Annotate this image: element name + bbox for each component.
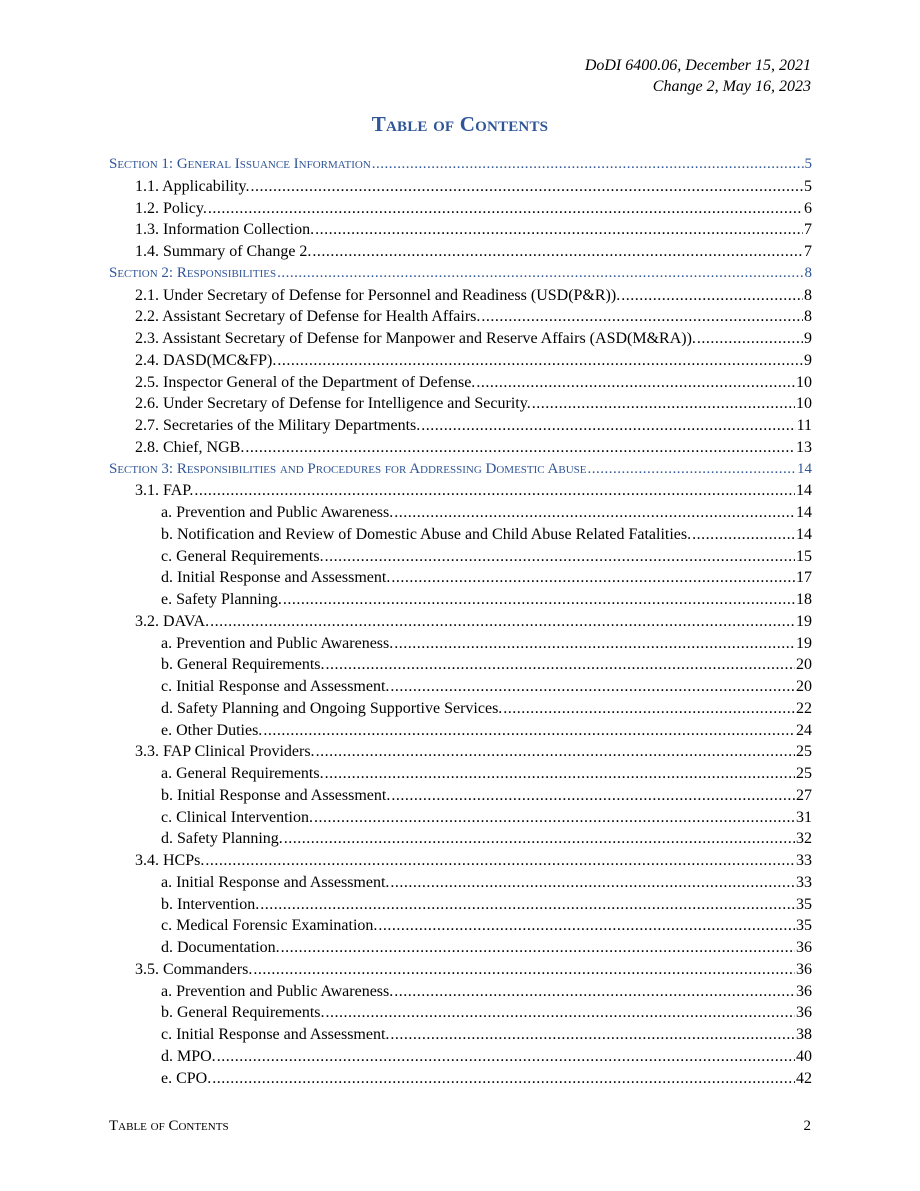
- toc-entry-label: 2.1. Under Secretary of Defense for Personnel and Readiness (USD(P&R)).: [135, 286, 621, 304]
- toc-entry-label: 1.3. Information Collection.: [135, 221, 315, 239]
- toc-entry-label: d. MPO.: [161, 1047, 216, 1065]
- toc-entry[interactable]: [109, 678, 812, 700]
- toc-entry-page: 19: [796, 612, 812, 630]
- toc-entry[interactable]: [109, 221, 812, 243]
- toc-section-entry[interactable]: [109, 461, 812, 483]
- toc-entry-page: 17: [796, 569, 812, 587]
- toc-section-entry[interactable]: [109, 156, 812, 178]
- toc-entry-page: 24: [796, 721, 812, 739]
- toc-leader-dots: [372, 156, 804, 173]
- toc-entry-label: d. Initial Response and Assessment.: [161, 569, 391, 587]
- toc-entry-label: b. Initial Response and Assessment.: [161, 786, 391, 804]
- toc-entry-page: 11: [796, 417, 812, 434]
- toc-entry-label: Section 2: Responsibilities: [109, 264, 277, 281]
- toc-leader-dots: [253, 961, 795, 979]
- toc-leader-dots: [621, 287, 803, 305]
- toc-entry-label: 2.2. Assistant Secretary of Defense for Health Affairs.: [135, 308, 481, 326]
- toc-entry-label: 1.1. Applicability.: [135, 177, 250, 195]
- toc-entry-label: b. General Requirements.: [161, 1004, 325, 1022]
- toc-leader-dots: [532, 395, 795, 413]
- toc-entry-page: 38: [796, 1026, 812, 1043]
- toc-entry-page: 32: [796, 830, 812, 848]
- footer-label: Table of Contents: [109, 1118, 229, 1134]
- toc-entry-page: 14: [796, 482, 812, 500]
- toc-entry-label: 1.2. Policy.: [135, 199, 207, 217]
- toc-leader-dots: [251, 178, 803, 196]
- toc-entry[interactable]: [109, 548, 812, 570]
- toc-entry[interactable]: [109, 939, 812, 961]
- toc-entry[interactable]: [109, 526, 812, 548]
- toc-entry-label: e. Other Duties.: [161, 721, 263, 739]
- toc-entry-page: 14: [796, 504, 812, 521]
- toc-entry-label: a. Prevention and Public Awareness.: [161, 982, 394, 1000]
- toc-leader-dots: [394, 504, 795, 522]
- toc-entry-page: 14: [797, 460, 812, 477]
- toc-entry[interactable]: [109, 787, 812, 809]
- toc-entry-label: e. Safety Planning.: [161, 591, 282, 608]
- toc-leader-dots: [312, 243, 803, 261]
- toc-entry-page: 15: [796, 547, 812, 565]
- toc-entry-page: 31: [796, 808, 812, 826]
- toc-entry-page: 8: [804, 264, 812, 281]
- toc-entry[interactable]: [109, 1004, 812, 1026]
- toc-leader-dots: [391, 569, 795, 587]
- toc-entry-label: a. Prevention and Public Awareness.: [161, 634, 394, 652]
- toc-entry-label: c. Clinical Intervention.: [161, 808, 313, 826]
- footer-page-number: 2: [803, 1118, 811, 1134]
- toc-leader-dots: [390, 1026, 795, 1044]
- toc-leader-dots: [212, 1070, 795, 1088]
- toc-section-entry[interactable]: [109, 265, 812, 287]
- toc-entry[interactable]: [109, 1070, 812, 1092]
- toc-entry-page: 5: [804, 177, 812, 195]
- page-title: Table of Contents: [371, 112, 549, 136]
- toc-leader-dots: [378, 917, 795, 935]
- toc-entry-label: Section 3: Responsibilities and Procedures for Addressing Domestic Abuse: [109, 460, 587, 477]
- toc-leader-dots: [588, 461, 796, 478]
- toc-entry-page: 6: [804, 199, 812, 217]
- toc-leader-dots: [260, 896, 795, 914]
- toc-entry-label: d. Documentation.: [161, 939, 280, 956]
- toc-entry-label: c. Initial Response and Assessment.: [161, 1026, 390, 1043]
- toc-entry[interactable]: [109, 178, 812, 200]
- toc-entry[interactable]: [109, 417, 812, 439]
- toc-leader-dots: [245, 439, 795, 457]
- toc-leader-dots: [421, 417, 795, 435]
- toc-entry[interactable]: [109, 809, 812, 831]
- toc-entry[interactable]: [109, 439, 812, 461]
- toc-entry-page: 8: [804, 308, 812, 326]
- toc-entry[interactable]: [109, 569, 812, 591]
- toc-entry-page: 13: [796, 438, 812, 456]
- toc-entry-label: c. Initial Response and Assessment.: [161, 678, 390, 695]
- toc-entry-page: 7: [804, 221, 812, 239]
- toc-entry[interactable]: [109, 961, 812, 983]
- toc-entry-page: 10: [796, 395, 812, 413]
- toc-leader-dots: [263, 722, 795, 740]
- toc-entry-page: 25: [796, 743, 812, 761]
- toc-entry[interactable]: [109, 591, 812, 613]
- toc-entry[interactable]: [109, 243, 812, 265]
- toc-entry[interactable]: [109, 1026, 812, 1048]
- toc-leader-dots: [283, 591, 795, 609]
- toc-entry-label: 3.1. FAP.: [135, 482, 194, 500]
- toc-leader-dots: [326, 1004, 796, 1022]
- toc-entry-page: 40: [796, 1047, 812, 1065]
- toc-entry-page: 9: [804, 330, 812, 347]
- toc-entry-page: 14: [796, 525, 812, 543]
- toc-leader-dots: [697, 330, 803, 348]
- toc-entry-page: 22: [796, 699, 812, 717]
- toc-entry-page: 35: [796, 917, 812, 935]
- header-change-date: Change 2, May 16, 2023: [652, 78, 811, 95]
- toc-entry[interactable]: [109, 635, 812, 657]
- toc-leader-dots: [277, 352, 803, 370]
- toc-leader-dots: [390, 874, 795, 892]
- toc-entry-label: 2.8. Chief, NGB.: [135, 438, 245, 456]
- toc-entry-label: e. CPO.: [161, 1069, 212, 1087]
- toc-entry[interactable]: [109, 656, 812, 678]
- toc-entry-page: 18: [796, 591, 812, 608]
- toc-entry[interactable]: [109, 852, 812, 874]
- toc-entry[interactable]: [109, 613, 812, 635]
- toc-leader-dots: [316, 743, 795, 761]
- toc-entry[interactable]: [109, 287, 812, 309]
- toc-entry[interactable]: [109, 504, 812, 526]
- toc-entry-label: 2.6. Under Secretary of Defense for Intelligence and Security.: [135, 395, 531, 413]
- toc-leader-dots: [281, 939, 795, 957]
- toc-entry-label: 3.2. DAVA.: [135, 612, 210, 630]
- toc-entry[interactable]: [109, 743, 812, 765]
- toc-leader-dots: [315, 221, 803, 239]
- toc-entry-page: 33: [796, 873, 812, 891]
- toc-leader-dots: [476, 374, 795, 392]
- toc-entry[interactable]: [109, 352, 812, 374]
- toc-entry-page: 8: [804, 286, 812, 304]
- toc-entry[interactable]: [109, 308, 812, 330]
- toc-leader-dots: [314, 809, 795, 827]
- toc-entry-page: 35: [796, 895, 812, 913]
- toc-entry-page: 36: [796, 960, 812, 978]
- toc-entry[interactable]: [109, 896, 812, 918]
- toc-entry-label: 3.3. FAP Clinical Providers.: [135, 743, 315, 761]
- toc-entry-page: 33: [796, 852, 812, 869]
- toc-entry[interactable]: [109, 722, 812, 744]
- toc-leader-dots: [284, 830, 795, 848]
- toc-entry-label: 2.3. Assistant Secretary of Defense for Manpower and Reserve Affairs (ASD(M&RA)).: [135, 330, 696, 347]
- document-header: [585, 55, 811, 97]
- toc-entry-page: 20: [796, 678, 812, 695]
- toc-leader-dots: [390, 678, 795, 696]
- toc-entry[interactable]: [109, 983, 812, 1005]
- toc-entry[interactable]: [109, 700, 812, 722]
- toc-entry-label: b. General Requirements.: [161, 656, 325, 674]
- toc-leader-dots: [325, 765, 795, 783]
- toc-entry-label: 3.5. Commanders.: [135, 960, 253, 978]
- toc-leader-dots: [692, 526, 795, 544]
- header-document-id: DoDI 6400.06, December 15, 2021: [584, 57, 811, 74]
- toc-entry-label: 3.4. HCPs.: [135, 852, 205, 869]
- toc-leader-dots: [277, 265, 803, 282]
- toc-entry[interactable]: [109, 482, 812, 504]
- toc-entry[interactable]: [109, 830, 812, 852]
- toc-entry-label: b. Intervention.: [161, 895, 260, 913]
- toc-entry-page: 9: [804, 351, 812, 369]
- toc-entry-label: a. General Requirements.: [161, 765, 324, 782]
- toc-entry-page: 36: [796, 1004, 812, 1022]
- toc-entry-label: 2.7. Secretaries of the Military Departments.: [135, 417, 421, 434]
- toc-leader-dots: [326, 656, 796, 674]
- toc-entry-label: 2.4. DASD(MC&FP).: [135, 351, 277, 369]
- toc-leader-dots: [217, 1048, 795, 1066]
- toc-leader-dots: [208, 200, 803, 218]
- toc-entry-label: a. Prevention and Public Awareness.: [161, 504, 394, 521]
- toc-entry-page: 36: [796, 982, 812, 1000]
- toc-entry[interactable]: [109, 874, 812, 896]
- toc-entry[interactable]: [109, 330, 812, 352]
- toc-entry[interactable]: [109, 917, 812, 939]
- toc-leader-dots: [205, 852, 795, 870]
- toc-entry-label: 1.4. Summary of Change 2.: [135, 243, 312, 260]
- toc-entry-label: c. General Requirements.: [161, 547, 324, 565]
- toc-entry-label: b. Notification and Review of Domestic Abuse and Child Abuse Related Fatalities.: [161, 525, 692, 543]
- toc-leader-dots: [481, 308, 803, 326]
- toc-leader-dots: [391, 787, 795, 805]
- toc-leader-dots: [394, 983, 795, 1001]
- toc-entry-label: c. Medical Forensic Examination.: [161, 917, 378, 935]
- toc-entry-page: 5: [804, 156, 812, 172]
- toc-entry-page: 20: [796, 656, 812, 674]
- toc-entry-page: 10: [796, 373, 812, 391]
- toc-entry-page: 42: [796, 1069, 812, 1087]
- toc-entry-page: 7: [804, 243, 812, 260]
- toc-entry[interactable]: [109, 1048, 812, 1070]
- toc-leader-dots: [503, 700, 795, 718]
- toc-entry-page: 27: [796, 786, 812, 804]
- toc-leader-dots: [394, 635, 795, 653]
- toc-leader-dots: [194, 482, 795, 500]
- page-footer: [109, 1118, 811, 1135]
- toc-entry[interactable]: [109, 200, 812, 222]
- toc-leader-dots: [210, 613, 795, 631]
- toc-entry-page: 25: [796, 765, 812, 782]
- toc-entry-label: Section 1: General Issuance Information: [109, 156, 371, 172]
- toc-entry-label: 2.5. Inspector General of the Department of Defense.: [135, 373, 476, 391]
- toc-entry[interactable]: [109, 765, 812, 787]
- toc-entry-label: d. Safety Planning.: [161, 830, 283, 848]
- toc-entry[interactable]: [109, 374, 812, 396]
- table-of-contents: [109, 156, 812, 1091]
- toc-leader-dots: [325, 548, 795, 566]
- toc-entry-page: 36: [796, 939, 812, 956]
- toc-entry-page: 19: [796, 634, 812, 652]
- toc-entry-label: d. Safety Planning and Ongoing Supportive Services.: [161, 699, 503, 717]
- toc-entry-label: a. Initial Response and Assessment.: [161, 873, 390, 891]
- toc-entry[interactable]: [109, 395, 812, 417]
